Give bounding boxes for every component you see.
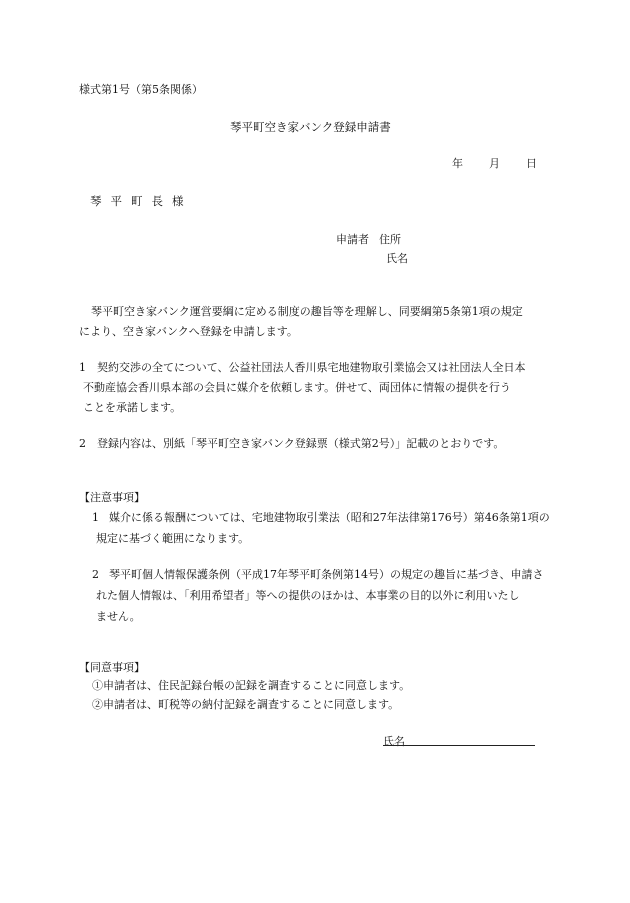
applicant-name-label: 氏名 [386, 252, 408, 265]
item-line: 登録内容は、別紙「琴平町空き家バンク登録票（様式第2号）」記載のとおりです。 [97, 437, 505, 450]
signature-line [383, 745, 535, 746]
document-title: 琴平町空き家バンク登録申請書 [230, 120, 391, 134]
item-line: ことを承諾します。 [83, 401, 182, 414]
date-year: 年 [452, 157, 463, 170]
item-number: 2 [79, 437, 86, 450]
date-day: 日 [526, 157, 537, 170]
applicant-address-line [336, 231, 401, 247]
item-line: 契約交渉の全てについて、公益社団法人香川県宅地建物取引業協会又は社団法人全日本 [97, 361, 526, 374]
note-number: 1 [92, 511, 99, 524]
addressee: 琴平町長様 [90, 194, 193, 208]
intro-line: 琴平町空き家バンク運営要綱に定める制度の趣旨等を理解し、同要綱第5条第1項の規定 [91, 305, 523, 318]
consent-heading: 【同意事項】 [79, 661, 145, 674]
applicant-label: 申請者 [336, 233, 369, 246]
note-line: ません。 [96, 610, 141, 623]
date-line [452, 155, 537, 171]
note-1 [92, 507, 557, 549]
intro-paragraph [79, 302, 554, 342]
note-number: 2 [92, 568, 99, 581]
item-1 [79, 358, 554, 418]
note-line: 媒介に係る報酬については、宅地建物取引業法（昭和27年法律第176号）第46条第1項の [109, 511, 550, 524]
item-line: 不動産協会香川県本部の会員に媒介を依頼します。併せて、両団体に情報の提供を行う [83, 381, 511, 394]
signature-label: 氏名 [383, 735, 405, 748]
address-label: 住所 [379, 233, 401, 246]
notes-heading: 【注意事項】 [79, 491, 145, 504]
consent-item: ①申請者は、住民記録台帳の記録を調査することに同意します。 [92, 679, 411, 692]
note-line: れた個人情報は、「利用希望者」等への提供のほかは、本事業の目的以外に利用いたし [96, 589, 520, 602]
consent-item: ②申請者は、町税等の納付記録を調査することに同意します。 [92, 698, 400, 711]
note-line: 規定に基づく範囲になります。 [96, 532, 250, 545]
note-2 [92, 564, 557, 627]
form-number: 様式第1号（第5条関係） [79, 83, 203, 96]
date-month: 月 [489, 157, 500, 170]
intro-line: により、空き家バンクへ登録を申請します。 [79, 325, 298, 338]
item-number: 1 [79, 361, 86, 374]
item-2 [79, 434, 554, 454]
note-line: 琴平町個人情報保護条例（平成17年琴平町条例第14号）の規定の趣旨に基づき、申請さ [109, 568, 544, 581]
